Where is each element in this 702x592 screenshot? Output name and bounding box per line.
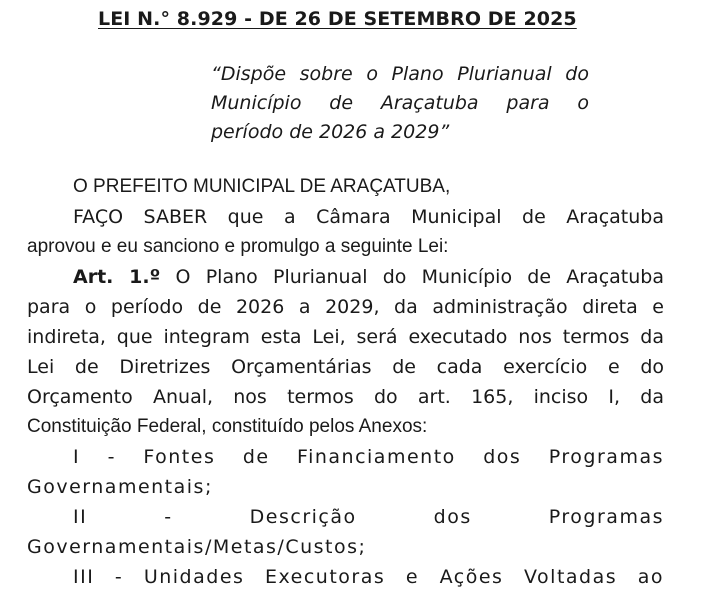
ementa-line-2: Município de Araçatuba para o (211, 92, 589, 114)
ementa-line-1: “Dispõe sobre o Plano Plurianual do (211, 63, 589, 85)
law-ementa (211, 60, 589, 147)
preamble-line-3: aprovou e eu sanciono e promulgo a seguinte Lei: (27, 236, 449, 257)
item-i-line-2: Governamentais; (27, 476, 213, 498)
item-i-line-1: I - Fontes de Financiamento dos Programas (73, 446, 664, 468)
item-iii-line-1: III - Unidades Executoras e Ações Voltadas ao (73, 566, 664, 588)
preamble-line-2: FAÇO SABER que a Câmara Municipal de Araçatuba (73, 206, 664, 228)
law-title: LEI N.° 8.929 - DE 26 DE SETEMBRO DE 2025 (98, 8, 577, 30)
article-1-line-4: Lei de Diretrizes Orçamentárias de cada exercício e do (27, 356, 664, 378)
preamble-line-1: O PREFEITO MUNICIPAL DE ARAÇATUBA, (73, 176, 451, 197)
article-1-line-2: para o período de 2026 a 2029, da administração direta e (27, 296, 664, 318)
law-body (27, 172, 664, 592)
article-1-line-3: indireta, que integram esta Lei, será executado nos termos da (27, 326, 664, 348)
article-1-line-1 (27, 262, 664, 292)
item-ii-line-1: II - Descrição dos Programas (73, 506, 664, 528)
article-1-text-start: O Plano Plurianual do Município de Araçatuba (175, 266, 664, 288)
article-1-label: Art. 1.º (73, 266, 161, 288)
item-ii-line-2: Governamentais/Metas/Custos; (27, 536, 367, 558)
article-1-line-5: Orçamento Anual, nos termos do art. 165, inciso I, da (27, 386, 664, 408)
article-1-line-6: Constituição Federal, constituído pelos Anexos: (27, 416, 428, 437)
ementa-line-3: período de 2026 a 2029” (211, 121, 450, 143)
